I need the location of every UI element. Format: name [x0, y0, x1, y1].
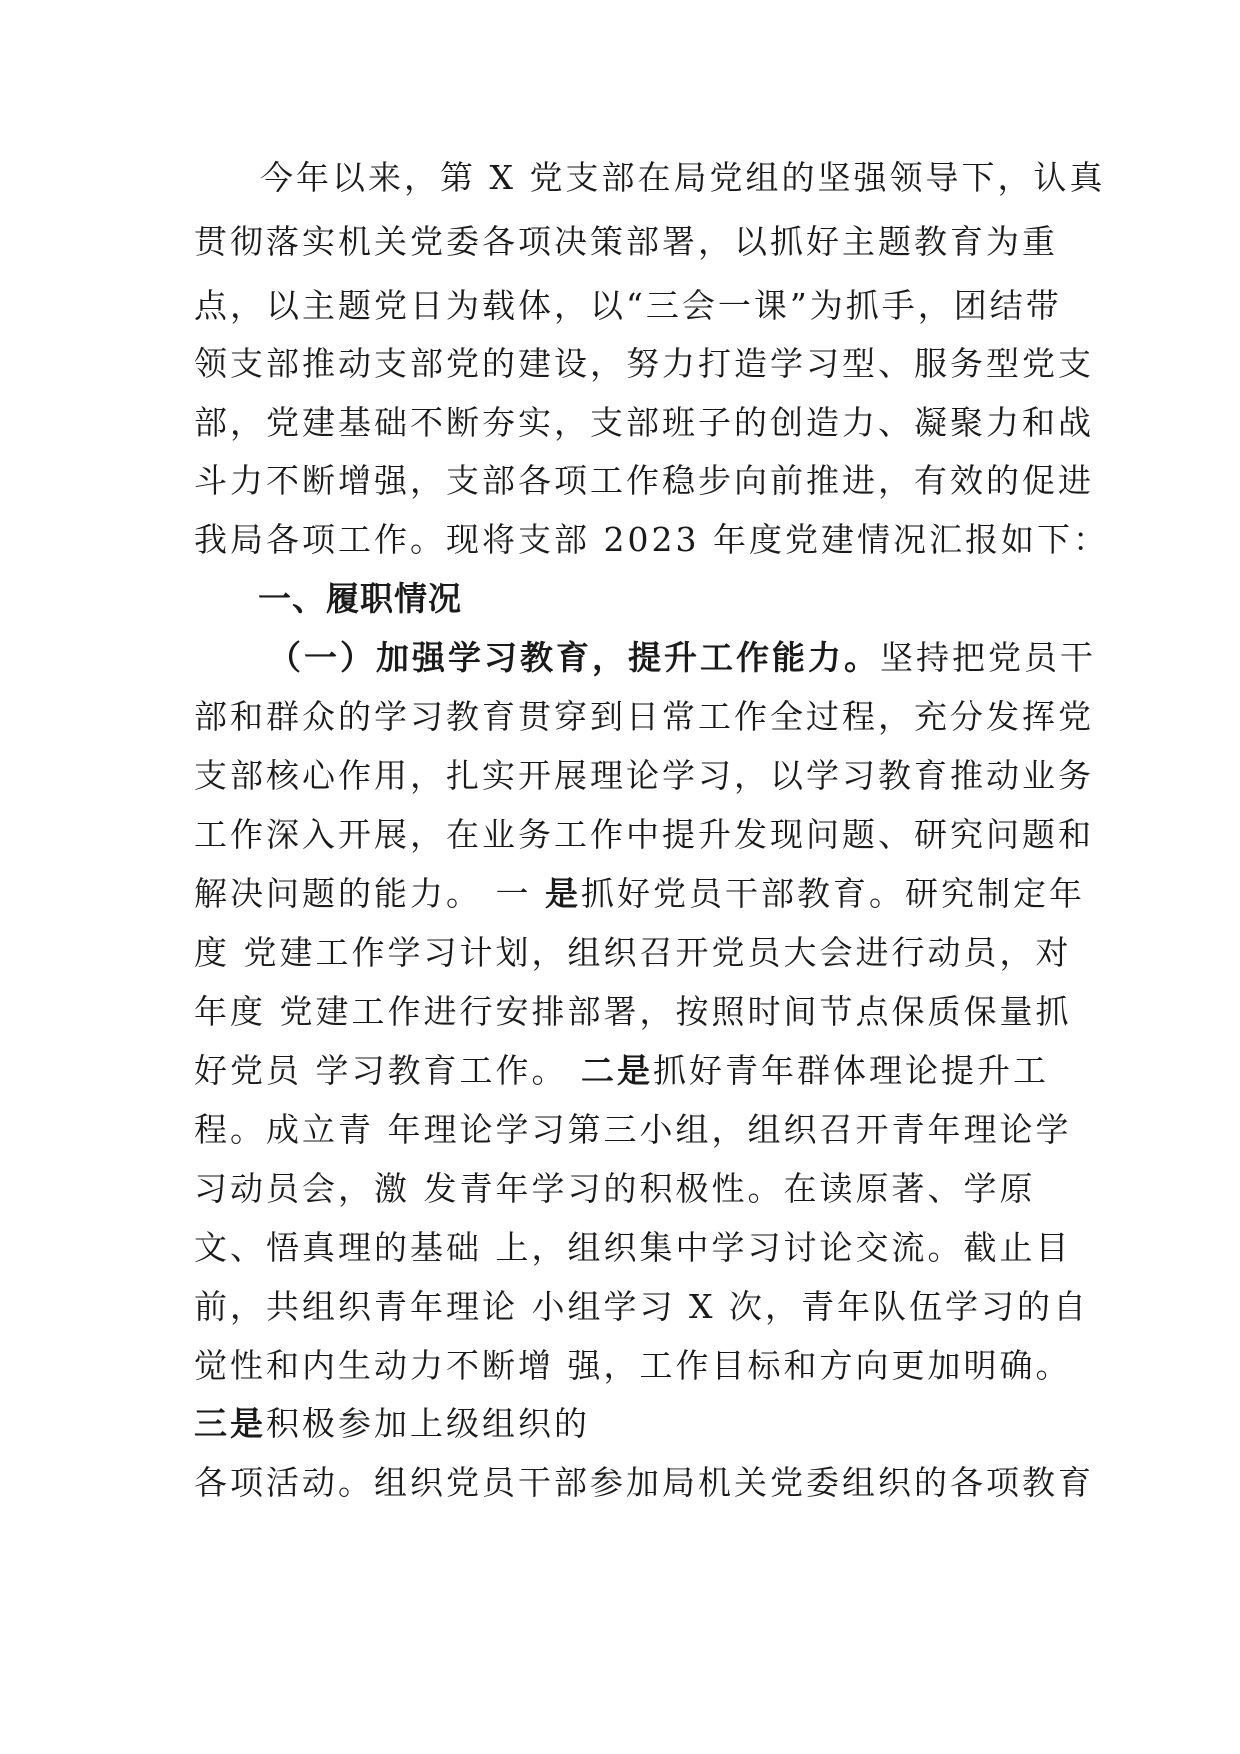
paragraph-line: 各项活动。组织党员干部参加局机关党委组织的各项教育: [194, 1463, 1094, 1502]
paragraph-line: 工作深入开展，在业务工作中提升发现问题、研究问题和: [194, 815, 1094, 854]
line-text: 抓好党员干部教育。研究制定年: [580, 874, 1085, 913]
line-text: 解决问题的能力。 一: [194, 874, 545, 913]
emphasis-text: 三是: [194, 1404, 266, 1443]
paragraph-line: 贯彻落实机关党委各项决策部署，以抓好主题教育为重: [194, 222, 1058, 261]
paragraph-line: 领支部推动支部党的建设，努力打造学习型、服务型党支: [194, 344, 1094, 383]
paragraph-line: 部，党建基础不断夯实，支部班子的创造力、凝聚力和战: [194, 403, 1094, 442]
sub-heading-rest: 坚持把党员干: [880, 638, 1096, 677]
line-text: 好党员 学习教育工作。: [194, 1051, 581, 1090]
paragraph-line: 今年以来，第 X 党支部在局党组的坚强领导下，认真: [260, 158, 1106, 197]
paragraph-line: 文、悟真理的基础 上，组织集中学习讨论交流。截止目: [194, 1228, 1072, 1267]
emphasis-text: 二是: [580, 1051, 653, 1090]
paragraph-line: 觉性和内生动力不断增 强，工作目标和方向更加明确。: [194, 1346, 1072, 1385]
paragraph-line: 年度 党建工作进行安排部署，按照时间节点保质保量抓: [194, 992, 1072, 1031]
sub-heading: （一）加强学习教育，提升工作能力。: [268, 638, 880, 677]
paragraph-line: 习动员会，激 发青年学习的积极性。在读原著、学原: [194, 1169, 1036, 1208]
line-text: 抓好青年群体理论提升工: [652, 1051, 1049, 1090]
paragraph-line: 点，以主题党日为载体，以“三会一课”为抓手，团结带: [194, 286, 1062, 325]
paragraph-line: 我局各项工作。现将支部 2023 年度党建情况汇报如下：: [194, 520, 1109, 559]
paragraph-line: 斗力不断增强，支部各项工作稳步向前推进，有效的促进: [194, 461, 1094, 500]
section-heading: 一、履职情况: [258, 579, 462, 618]
paragraph-line: 部和群众的学习教育贯穿到日常工作全过程，充分发挥党: [194, 697, 1094, 736]
paragraph-line: [194, 874, 1085, 914]
paragraph-line: 程。成立青 年理论学习第三小组，组织召开青年理论学: [194, 1110, 1072, 1149]
paragraph-line: [194, 1404, 1024, 1444]
sub-heading-line: [268, 638, 1096, 678]
paragraph-line: 前，共组织青年理论 小组学习 X 次，青年队伍学习的自: [194, 1287, 1089, 1326]
line-text: 积极参加上级组织的: [266, 1404, 590, 1443]
paragraph-line: 度 党建工作学习计划，组织召开党员大会进行动员，对: [194, 933, 1072, 972]
paragraph-line: [194, 1051, 1049, 1091]
emphasis-text: 是: [544, 874, 581, 913]
paragraph-line: 支部核心作用，扎实开展理论学习，以学习教育推动业务: [194, 756, 1094, 795]
